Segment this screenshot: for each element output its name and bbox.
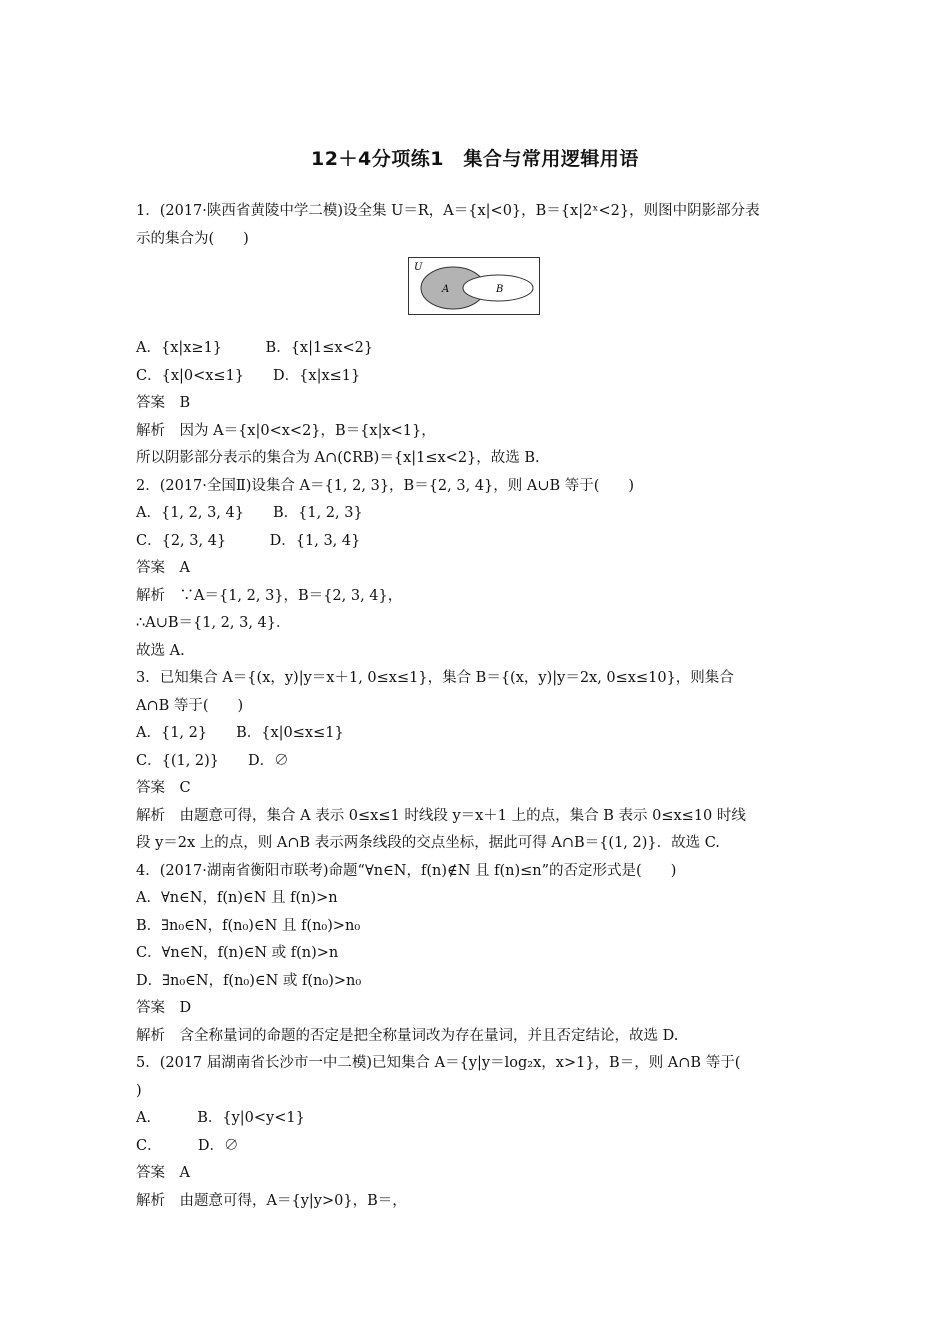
text-line: 1．(2017·陕西省黄陵中学二模)设全集 U＝R，A＝{x|<0}，B＝{x|2ˣ<2}，则图中阴影部分表 [136,203,760,219]
text-block [136,335,818,1215]
text-line: 答案 B [136,395,191,411]
set-b-label: B [496,284,504,295]
page-title: 12＋4分项练1 集合与常用逻辑用语 [311,148,639,170]
text-line: 答案 C [136,780,191,796]
text-line: 答案 D [136,1000,192,1016]
text-line: ∴A∪B＝{1, 2, 3, 4}． [136,615,291,631]
document-body [136,198,818,1215]
text-line: ) [136,1082,142,1099]
text-line: 解析 ∵A＝{1, 2, 3}，B＝{2, 3, 4}， [136,587,403,604]
text-line: A．∀n∈N，f(n)∈N 且 f(n)>n [136,890,338,906]
text-line: B．∃n₀∈N，f(n₀)∈N 且 f(n₀)>n₀ [136,917,361,934]
set-a-label: A [442,284,450,295]
text-line: 故选 A. [136,642,185,659]
text-line: C． D．∅ [136,1137,239,1154]
text-line: 解析 含全称量词的命题的否定是把全称量词改为存在量词，并且否定结论，故选 D. [136,1027,679,1044]
text-line: A． B．{y|0<y<1} [136,1110,305,1126]
text-line: 5．(2017 届湖南省长沙市一中二模)已知集合 A＝{y|y＝log₂x，x>1}，B＝，则 A∩B 等于( [136,1055,741,1071]
text-line: 段 y＝2x 上的点，则 A∩B 表示两条线段的交点坐标，据此可得 A∩B＝{(1, 2)}．故选 C. [136,835,720,851]
text-line: 3．已知集合 A＝{(x，y)|y＝x＋1, 0≤x≤1}，集合 B＝{(x，y)|y＝2x, 0≤x≤10}，则集合 [136,670,734,686]
text-line: C．{(1, 2)} D．∅ [136,752,289,769]
text-line: 示的集合为( ) [136,230,249,247]
text-line: 解析 由题意可得，A＝{y|y>0}，B＝， [136,1192,407,1209]
text-line: 4．(2017·湖南省衡阳市联考)命题“∀n∈N，f(n)∉N 且 f(n)≤n”的否定形式是( ) [136,862,677,879]
text-line: A．{1, 2, 3, 4} B．{1, 2, 3} [136,505,363,521]
text-line: C．∀n∈N，f(n)∈N 或 f(n)>n [136,945,339,961]
text-line: A∩B 等于( ) [136,697,244,714]
text-line: 答案 A [136,560,190,576]
text-line: D．∃n₀∈N，f(n₀)∈N 或 f(n₀)>n₀ [136,972,362,989]
text-line: 2．(2017·全国Ⅱ)设集合 A＝{1, 2, 3}，B＝{2, 3, 4}，则 A∪B 等于( ) [136,477,635,494]
text-line: A．{x|x≥1} B．{x|1≤x<2} [136,340,374,356]
venn-diagram [136,257,818,329]
text-line: C．{2, 3, 4} D．{1, 3, 4} [136,532,361,549]
text-line: 答案 A [136,1165,190,1181]
universe-label: U [414,262,423,273]
text-line: C．{x|0<x≤1} D．{x|x≤1} [136,367,361,384]
text-line: A．{1, 2} B．{x|0≤x≤1} [136,725,344,741]
venn-diagram-svg [408,257,540,315]
text-line: 解析 因为 A＝{x|0<x<2}，B＝{x|x<1}， [136,422,436,439]
text-line: 所以阴影部分表示的集合为 A∩(∁RB)＝{x|1≤x<2}，故选 B. [136,450,540,466]
text-line: 解析 由题意可得，集合 A 表示 0≤x≤1 时线段 y＝x＋1 上的点，集合 B 表示 0≤x≤10 时线 [136,807,746,824]
